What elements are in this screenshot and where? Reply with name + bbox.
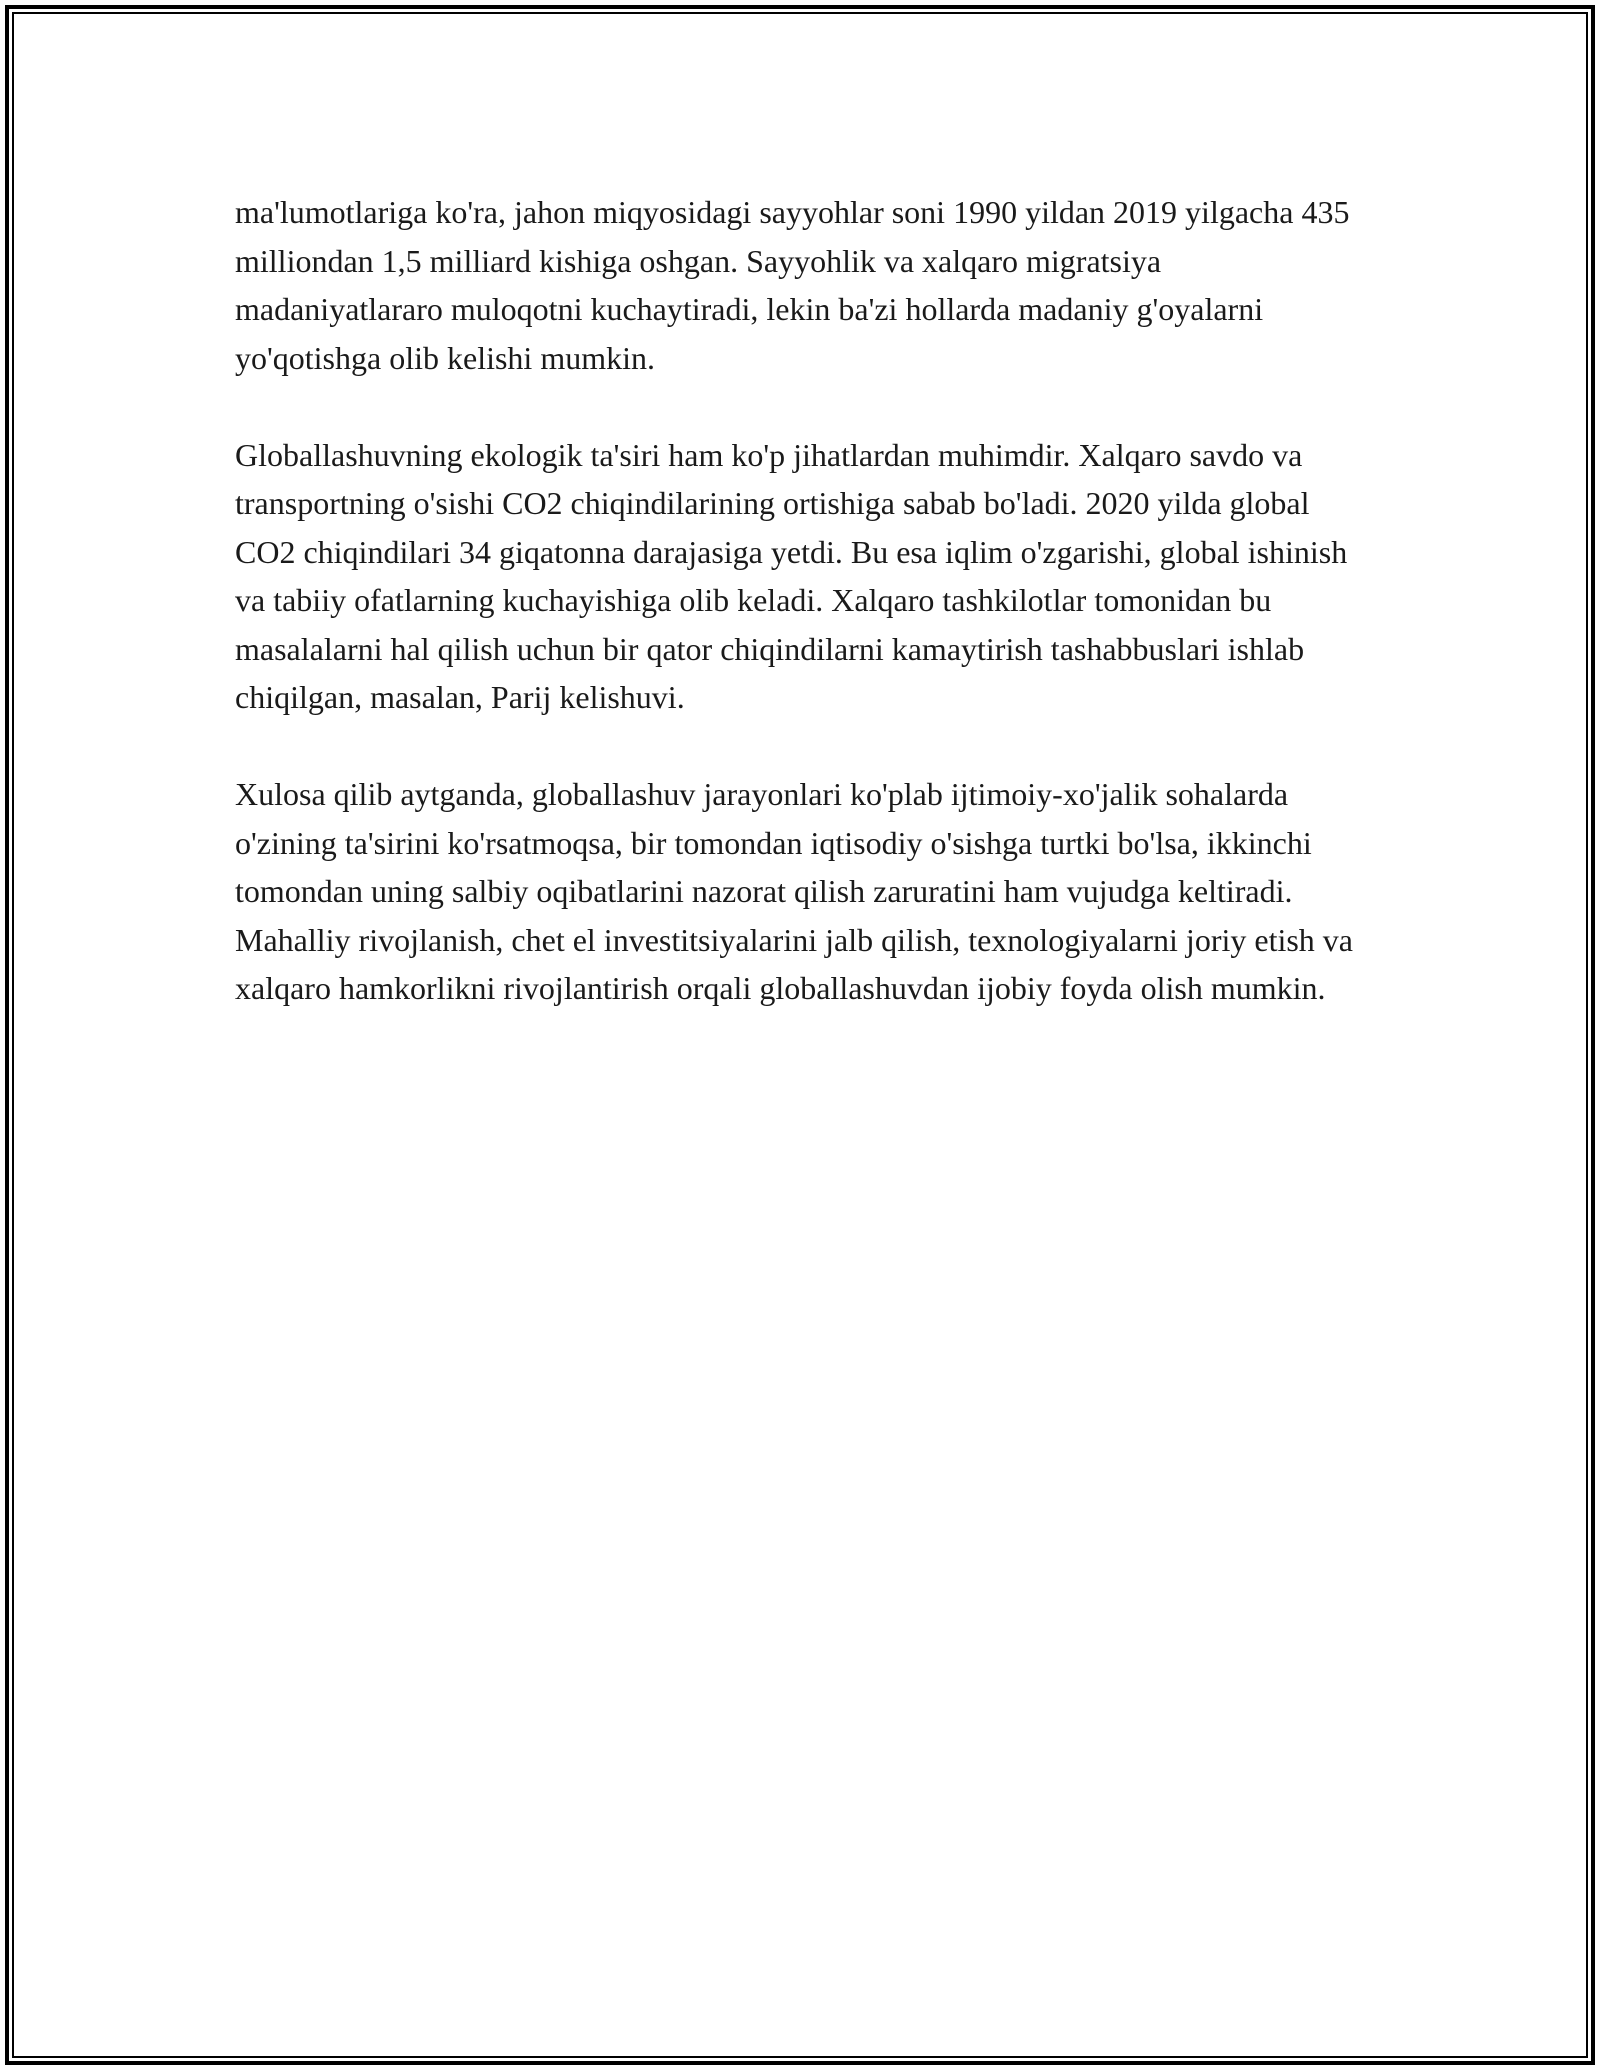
paragraph-conclusion: Xulosa qilib aytganda, globallashuv jarayonlari ko'plab ijtimoiy-xo'jalik sohalarda o'zining ta'sirini ko'rsatmoqsa, bir tomondan iqtisodiy o'sishga turtki bo'lsa, ikkinchi tomondan uning salbiy oqibatlarini nazorat qilish zaruratini ham vujudga keltiradi. Mahalliy rivojlanish, chet el investitsiyalarini jalb qilish, texnologiyalarni joriy etish va xalqaro hamkorlikni rivojlantirish orqali globallashuvdan ijobiy foyda olish mumkin.	[235, 776, 1353, 1006]
paragraph-ecology: Globallashuvning ekologik ta'siri ham ko'p jihatlardan muhimdir. Xalqaro savdo va transportning o'sishi CO2 chiqindilarining ortishiga sabab bo'ladi. 2020 yilda global CO2 chiqindilari 34 giqatonna darajasiga yetdi. Bu esa iqlim o'zgarishi, global ishinish va tabiiy ofatlarning kuchayishiga olib keladi. Xalqaro tashkilotlar tomonidan bu masalalarni hal qilish uchun bir qator chiqindilarni kamaytirish tashabbuslari ishlab chiqilgan, masalan, Parij kelishuvi.	[235, 436, 1348, 715]
paragraph-tourism: ma'lumotlariga ko'ra, jahon miqyosidagi sayyohlar soni 1990 yildan 2019 yilgacha 435 milliondan 1,5 milliard kishiga oshgan. Sayyohlik va xalqaro migratsiya madaniyatlararo muloqotni kuchaytiradi, lekin ba'zi hollarda madaniy g'oyalarni yo'qotishga olib kelishi mumkin.	[235, 194, 1350, 376]
document-body	[235, 188, 1375, 1061]
